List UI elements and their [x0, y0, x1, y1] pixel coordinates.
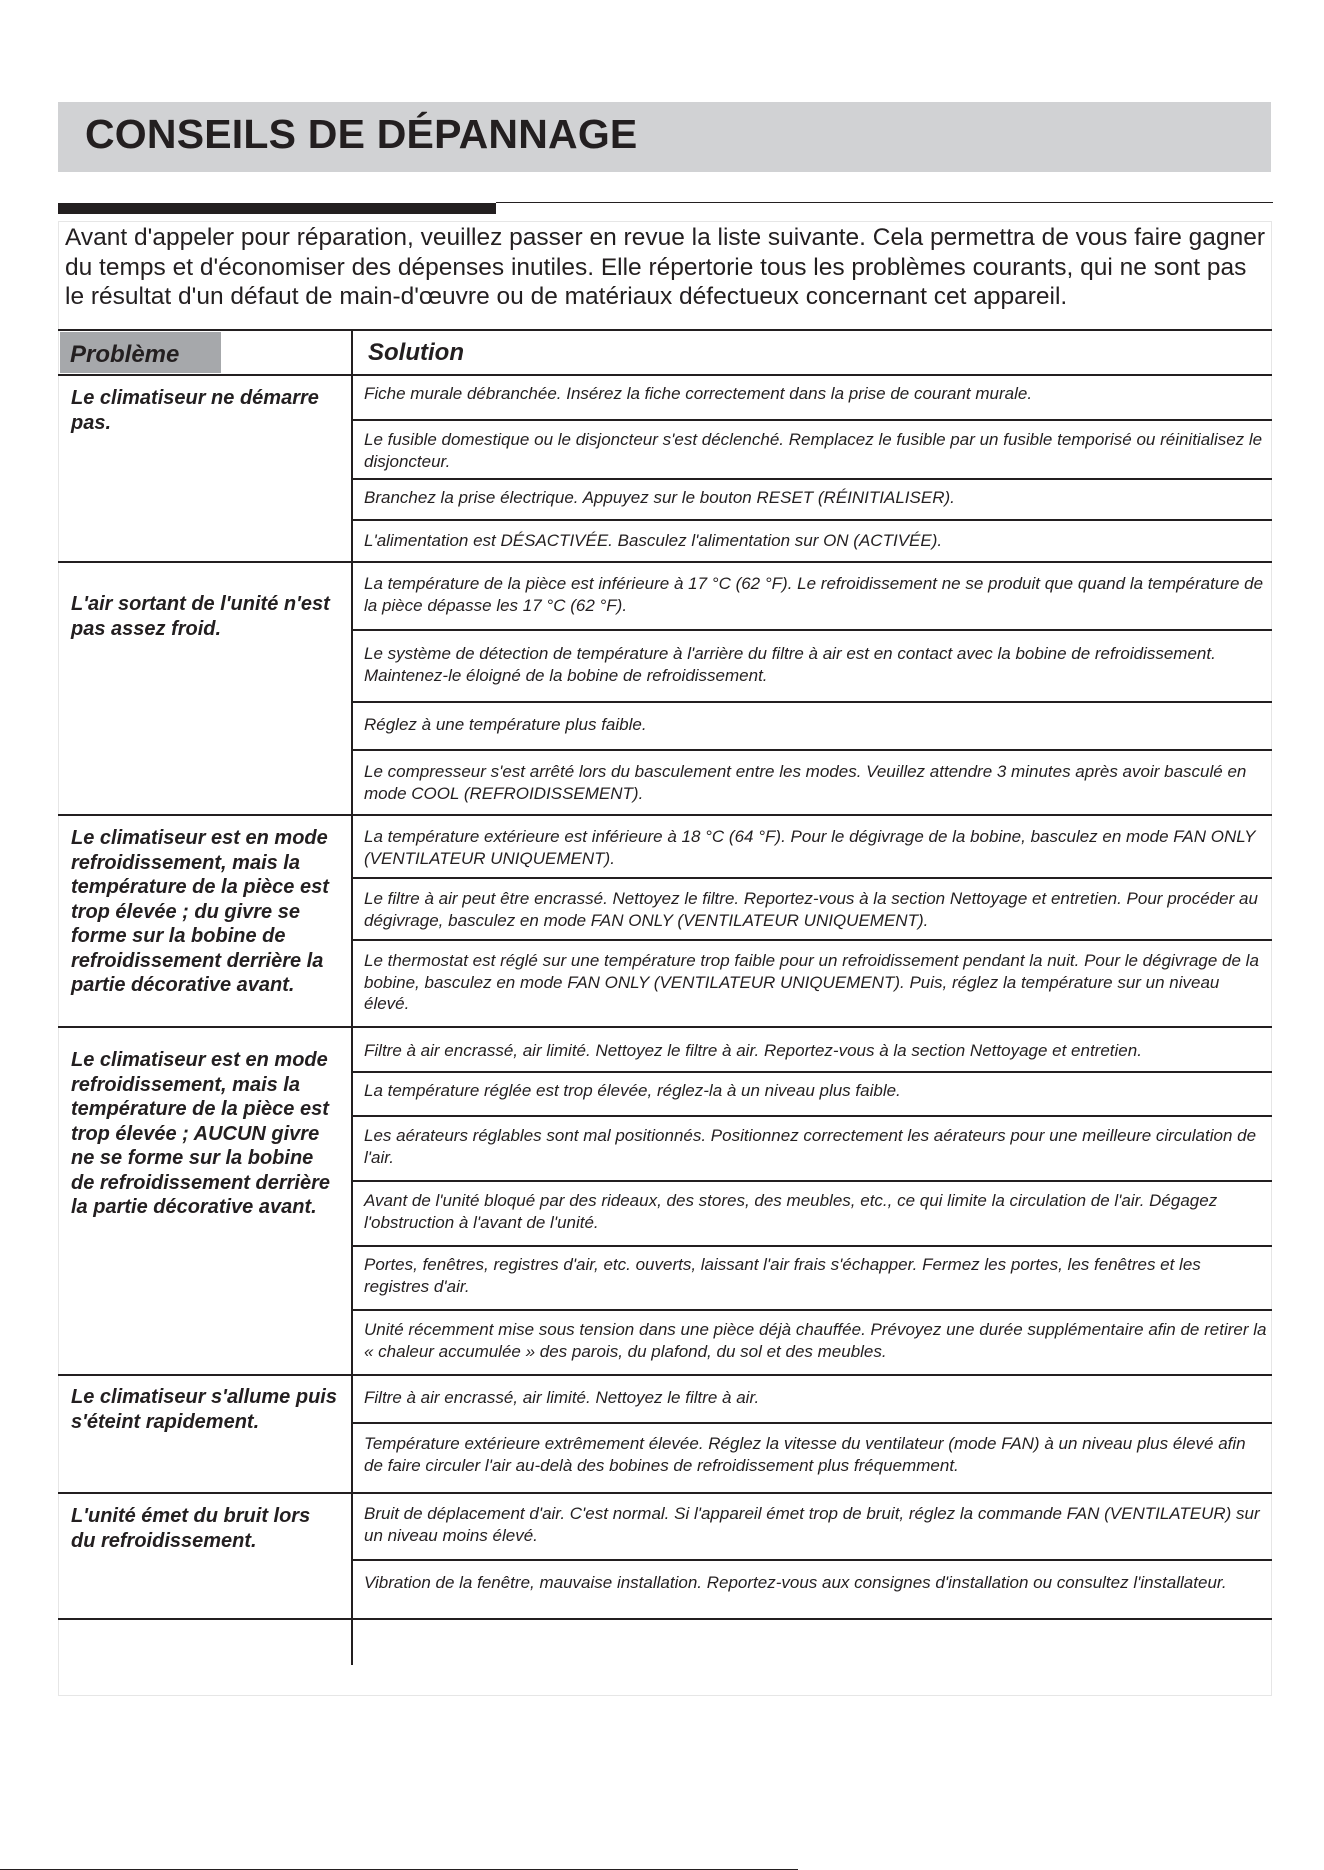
solution-text: Les aérateurs réglables sont mal positionnés. Positionnez correctement les aérateurs pour une meilleure circulation de l'air.	[364, 1126, 1257, 1167]
problem-text: Le climatiseur ne démarre pas.	[71, 387, 319, 434]
title-rule-thick	[58, 203, 496, 214]
solution-divider	[351, 1559, 1272, 1561]
row-divider	[58, 1374, 1272, 1376]
header-solution-cell	[354, 331, 1254, 375]
solution-divider	[351, 419, 1272, 421]
solution-divider	[351, 749, 1272, 751]
row-divider	[58, 814, 1272, 816]
solution-text: Le compresseur s'est arrêté lors du basculement entre les modes. Veuillez attendre 3 minutes après avoir basculé en mode COOL (REFROIDISSEMENT).	[364, 762, 1247, 803]
solution-text: La température réglée est trop élevée, réglez-la à un niveau plus faible.	[364, 1081, 901, 1100]
problem-text: L'unité émet du bruit lors du refroidissement.	[71, 1505, 311, 1552]
solution-divider	[351, 1309, 1272, 1311]
solution-divider	[351, 701, 1272, 703]
solution-divider	[351, 1071, 1272, 1073]
solution-text: Fiche murale débranchée. Insérez la fiche correctement dans la prise de courant murale.	[364, 384, 1033, 403]
header-solution: Solution	[368, 339, 464, 366]
problem-text: Le climatiseur s'allume puis s'éteint rapidement.	[71, 1386, 337, 1433]
solution-text: Le fusible domestique ou le disjoncteur s'est déclenché. Remplacez le fusible par un fusible temporisé ou réinitialisez le disjoncteur.	[364, 430, 1263, 471]
header-problem-cell	[60, 332, 221, 373]
solution-text: Vibration de la fenêtre, mauvaise installation. Reportez-vous aux consignes d'installation ou consultez l'installateur.	[364, 1573, 1227, 1592]
solution-divider	[351, 877, 1272, 879]
solution-text: Branchez la prise électrique. Appuyez sur le bouton RESET (RÉINITIALISER).	[364, 488, 955, 507]
solution-text: Bruit de déplacement d'air. C'est normal. Si l'appareil émet trop de bruit, réglez la commande FAN (VENTILATEUR) sur un niveau moins élevé.	[364, 1504, 1260, 1545]
row-divider	[58, 1492, 1272, 1494]
solution-text: Filtre à air encrassé, air limité. Nettoyez le filtre à air.	[364, 1388, 760, 1407]
solution-text: Le filtre à air peut être encrassé. Nettoyez le filtre. Reportez-vous à la section Nettoyage et entretien. Pour procéder au dégivrage, basculez en mode FAN ONLY (VENTILATEUR UNIQUEMENT).	[364, 889, 1258, 930]
solution-divider	[351, 1115, 1272, 1117]
solution-divider	[351, 478, 1272, 480]
solution-text: Unité récemment mise sous tension dans une pièce déjà chauffée. Prévoyez une durée supplémentaire afin de retirer la « chaleur accumulée » des parois, du plafond, du sol et des meubles.	[364, 1320, 1267, 1361]
title-rule-thin	[496, 202, 1273, 203]
intro-paragraph: Avant d'appeler pour réparation, veuillez passer en revue la liste suivante. Cela permettra de vous faire gagner du temps et d'économiser des dépenses inutiles. Elle répertorie tous les problèmes courants, qui ne sont pas le résultat d'un défaut de main-d'œuvre ou de matériaux défectueux concernant cet appareil.	[65, 224, 1265, 310]
solution-text: La température extérieure est inférieure à 18 °C (64 °F). Pour le dégivrage de la bobine, basculez en mode FAN ONLY (VENTILATEUR UNIQUEMENT).	[364, 827, 1256, 868]
solution-divider	[351, 629, 1272, 631]
problem-text: Le climatiseur est en mode refroidissement, mais la température de la pièce est trop élevée ; AUCUN givre ne se forme sur la bobine de refroidissement derrière la partie décorative avant.	[71, 1049, 330, 1218]
solution-text: Le système de détection de température à l'arrière du filtre à air est en contact avec la bobine de refroidissement. Maintenez-le éloigné de la bobine de refroidissement.	[364, 644, 1216, 685]
solution-divider	[351, 939, 1272, 941]
row-divider	[58, 561, 1272, 563]
column-divider-header	[351, 329, 353, 375]
header-problem: Problème	[70, 341, 180, 368]
solution-text: Température extérieure extrêmement élevée. Réglez la vitesse du ventilateur (mode FAN) à un niveau plus élevé afin de faire circuler l'air au-delà des bobines de refroidissement plus fréquemment.	[364, 1434, 1246, 1475]
title-band	[58, 102, 1271, 172]
column-divider	[351, 375, 353, 1665]
solution-text: La température de la pièce est inférieure à 17 °C (62 °F). Le refroidissement ne se produit que quand la température de la pièce dépasse les 17 °C (62 °F).	[364, 574, 1264, 615]
solution-text: Le thermostat est réglé sur une température trop faible pour un refroidissement pendant la nuit. Pour le dégivrage de la bobine, basculez en mode FAN ONLY (VENTILATEUR UNIQUEMENT). Puis, réglez la température sur un niveau élevé.	[364, 951, 1259, 1013]
solution-divider	[351, 1180, 1272, 1182]
table-bottom-rule	[58, 1618, 1272, 1620]
solution-text: Avant de l'unité bloqué par des rideaux, des stores, des meubles, etc., ce qui limite la circulation de l'air. Dégagez l'obstruction à l'avant de l'unité.	[364, 1191, 1218, 1232]
problem-text: Le climatiseur est en mode refroidissement, mais la température de la pièce est trop élevée ; du givre se forme sur la bobine de refroidissement derrière la partie décorative avant.	[71, 827, 329, 996]
row-divider	[58, 1026, 1272, 1028]
solution-divider	[351, 1245, 1272, 1247]
solution-divider	[351, 519, 1272, 521]
page-title: CONSEILS DE DÉPANNAGE	[85, 111, 638, 157]
solution-text: L'alimentation est DÉSACTIVÉE. Basculez l'alimentation sur ON (ACTIVÉE).	[364, 531, 943, 550]
problem-text: L'air sortant de l'unité n'est pas assez froid.	[71, 593, 330, 640]
solution-divider	[351, 1422, 1272, 1424]
solution-text: Filtre à air encrassé, air limité. Nettoyez le filtre à air. Reportez-vous à la section Nettoyage et entretien.	[364, 1041, 1142, 1060]
solution-text: Réglez à une température plus faible.	[364, 715, 647, 734]
solution-text: Portes, fenêtres, registres d'air, etc. ouverts, laissant l'air frais s'échapper. Fermez les portes, les fenêtres et les registres d'air.	[364, 1255, 1201, 1296]
header-bottom-rule	[58, 374, 1272, 376]
